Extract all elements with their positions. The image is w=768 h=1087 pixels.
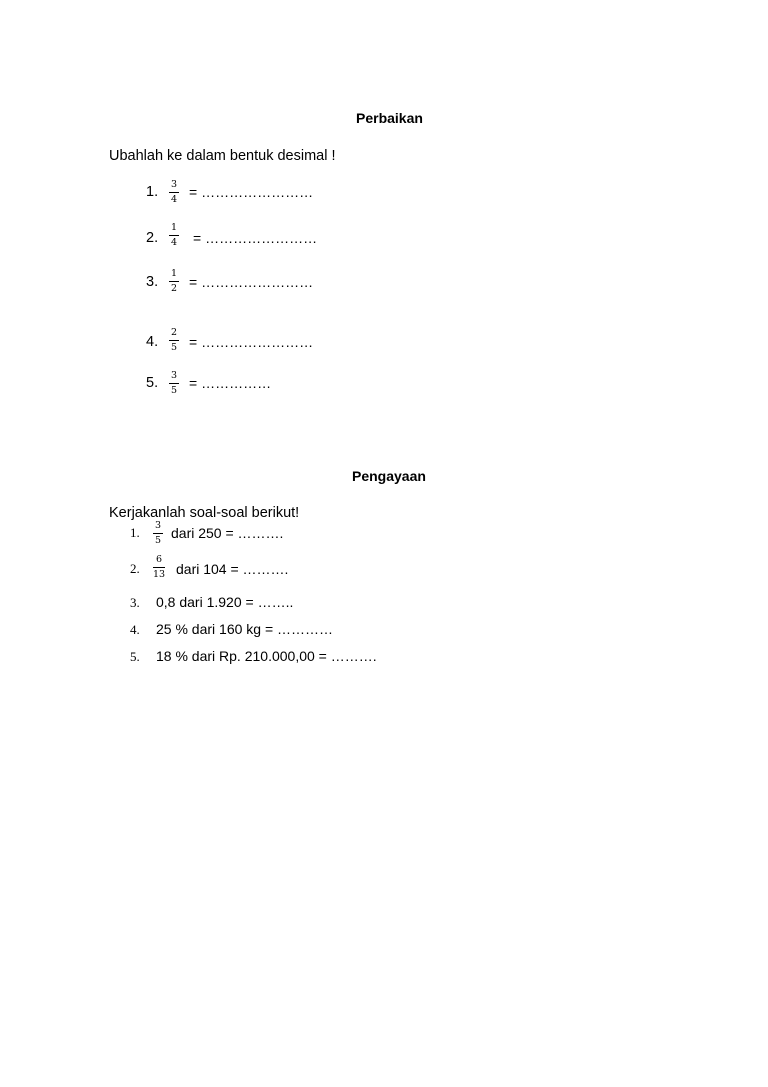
denominator: 13	[153, 568, 166, 580]
answer-blank: = ……………………	[189, 334, 314, 350]
numerator: 1	[171, 222, 178, 233]
pengayaan-instruction: Kerjakanlah soal-soal berikut!	[109, 505, 300, 521]
answer-blank: = ……………………	[189, 184, 314, 200]
answer-blank: = ……………………	[189, 274, 314, 290]
item-number: 1.	[146, 184, 159, 200]
item-number: 5.	[130, 649, 140, 664]
denominator: 5	[171, 341, 178, 353]
question-text: 0,8 dari 1.920 = ……..	[156, 594, 294, 610]
item-number: 4.	[146, 334, 159, 350]
fraction	[169, 180, 179, 204]
item-number: 2.	[146, 230, 159, 246]
pengayaan-title: Pengayaan	[352, 468, 426, 484]
numerator: 1	[171, 268, 178, 279]
perbaikan-instruction: Ubahlah ke dalam bentuk desimal !	[109, 148, 336, 164]
question-text: 25 % dari 160 kg = …………	[156, 621, 334, 637]
numerator: 3	[171, 370, 178, 381]
question-text: 18 % dari Rp. 210.000,00 = ……….	[156, 648, 377, 664]
numerator: 3	[155, 520, 162, 531]
question-text: dari 104 = ……….	[176, 561, 289, 577]
denominator: 4	[171, 193, 178, 205]
fraction	[169, 328, 179, 352]
fraction	[153, 555, 165, 579]
item-number: 1.	[130, 525, 140, 540]
denominator: 2	[171, 282, 178, 294]
item-number: 3.	[146, 274, 159, 290]
denominator: 5	[171, 384, 178, 396]
fraction	[169, 223, 179, 247]
fraction	[169, 269, 179, 293]
item-number: 5.	[146, 375, 159, 391]
question-text: dari 250 = ……….	[171, 525, 284, 541]
fraction	[169, 371, 179, 395]
item-number: 4.	[130, 622, 140, 637]
numerator: 3	[171, 179, 178, 190]
answer-blank: = ……………………	[193, 230, 318, 246]
item-number: 2.	[130, 561, 140, 576]
fraction	[153, 521, 163, 545]
answer-blank: = ……………	[189, 375, 272, 391]
numerator: 6	[156, 554, 163, 565]
denominator: 5	[155, 534, 162, 546]
numerator: 2	[171, 327, 178, 338]
perbaikan-title: Perbaikan	[356, 110, 423, 126]
item-number: 3.	[130, 595, 140, 610]
denominator: 4	[171, 236, 178, 248]
